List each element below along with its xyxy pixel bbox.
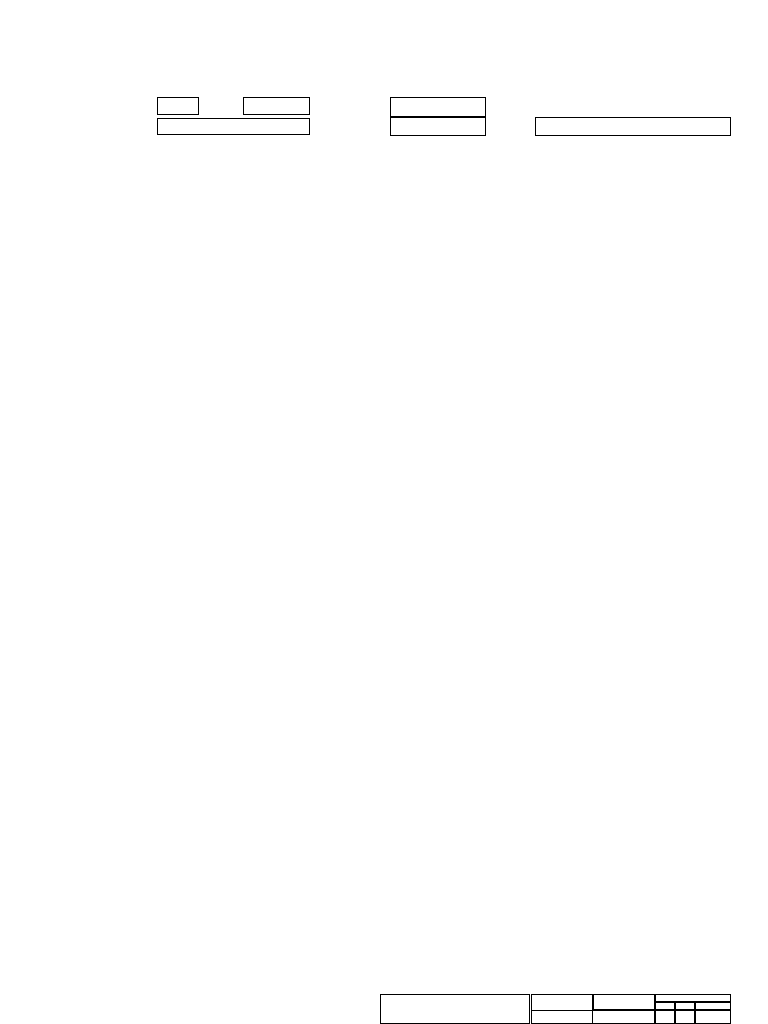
school-name-field[interactable] bbox=[157, 118, 310, 135]
enrol-f-cell bbox=[675, 1010, 695, 1024]
summary-header bbox=[655, 994, 731, 1002]
attendance-codes-box bbox=[380, 994, 530, 1024]
enrol-total-cell bbox=[695, 1010, 731, 1024]
school-id-field[interactable] bbox=[157, 97, 199, 115]
report-month-field[interactable] bbox=[390, 97, 486, 117]
guidelines bbox=[18, 996, 368, 1015]
total-header bbox=[695, 1002, 731, 1010]
m-header bbox=[655, 1002, 675, 1010]
enrol-m-cell bbox=[655, 1010, 675, 1024]
grade-level-field[interactable] bbox=[390, 117, 486, 136]
section-field[interactable] bbox=[535, 117, 731, 136]
attendance-sheet-bottom bbox=[16, 592, 732, 994]
school-year-field[interactable] bbox=[243, 97, 310, 115]
days-cell bbox=[593, 994, 655, 1010]
summary-box bbox=[531, 994, 731, 1024]
f-header bbox=[675, 1002, 695, 1010]
enrolment-cell bbox=[531, 1010, 655, 1024]
attendance-sheet-top bbox=[16, 136, 732, 484]
